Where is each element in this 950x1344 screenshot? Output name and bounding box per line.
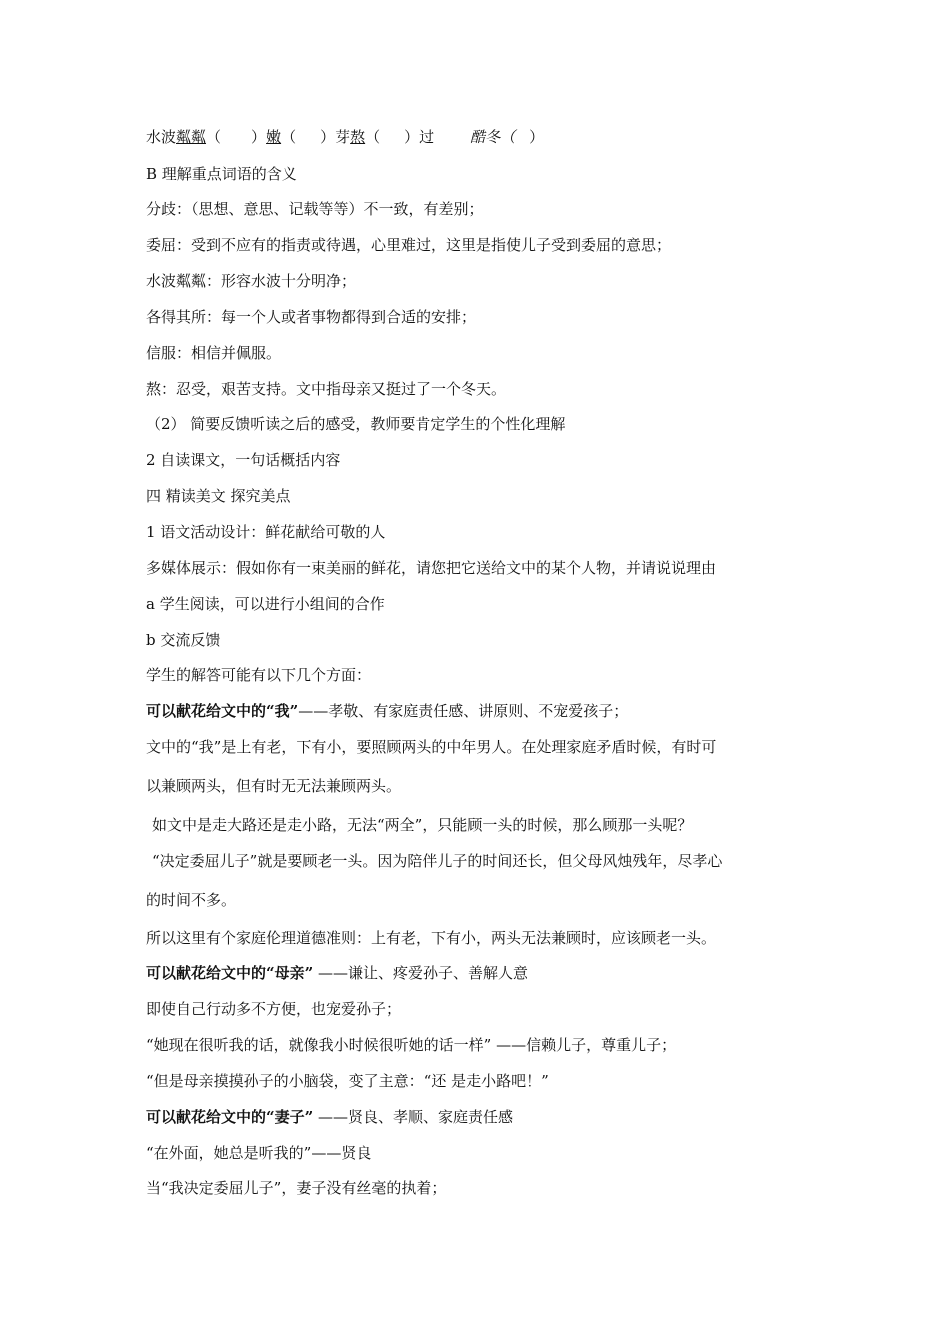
- paragraph-example: 如文中是走大路还是走小路，无法“两全”，只能顾一头的时候，那么顾那一头呢？: [152, 816, 693, 834]
- vocab-paren-open-2: （: [281, 128, 297, 146]
- item-b: b 交流反馈: [146, 631, 221, 649]
- step-self-reading: 2 自读课文，一句话概括内容: [146, 451, 341, 469]
- vocab-paren-close-4: ）: [529, 128, 545, 146]
- vocab-paren-close-2: ）芽: [320, 128, 351, 146]
- vocab-word-2-underlined: 嫩: [266, 128, 282, 146]
- flower-me-traits: ——孝敬、有家庭责任感、讲原则、不宠爱孩子；: [298, 702, 629, 720]
- vocab-word-4: 酷冬（: [470, 128, 516, 146]
- vocab-paren-open-3: （: [365, 128, 381, 146]
- paragraph-wife-quote: “在外面，她总是听我的”——贤良: [146, 1144, 372, 1162]
- paragraph-me-1: 文中的“我”是上有老，下有小，要照顾两头的中年男人。在处理家庭矛盾时候，有时可: [146, 738, 717, 756]
- definition-shuibo: 水波粼粼：形容水波十分明净；: [146, 272, 357, 290]
- paragraph-mother-1: 即使自己行动多不方便，也宠爱孙子；: [146, 1000, 402, 1018]
- definition-ao: 熬：忍受，艰苦支持。文中指母亲又挺过了一个冬天。: [146, 380, 507, 398]
- activity-design: 1 语文活动设计：鲜花献给可敬的人: [146, 523, 386, 541]
- paragraph-wife-2: 当“我决定委屈儿子”，妻子没有丝毫的执着；: [146, 1179, 447, 1197]
- paragraph-ethics: 所以这里有个家庭伦理道德准则：上有老，下有小，两头无法兼顾时，应该顾老一头。: [146, 929, 717, 947]
- flower-wife-heading: 可以献花给文中的“妻子”: [146, 1108, 314, 1126]
- flower-mother-line: [146, 963, 528, 983]
- vocab-word-1-underlined: 粼粼: [176, 128, 207, 146]
- flower-mother-traits: ——谦让、疼爱孙子、善解人意: [313, 964, 529, 982]
- section-heading-b: B 理解重点词语的含义: [146, 165, 297, 183]
- flower-mother-heading: 可以献花给文中的“母亲”: [146, 964, 314, 982]
- paragraph-mother-quote-1: “她现在很听我的话，就像我小时候很听她的话一样” ——信赖儿子，尊重儿子；: [146, 1036, 677, 1054]
- flower-me-heading: 可以献花给文中的“我”: [146, 702, 299, 720]
- multimedia-display: 多媒体展示：假如你有一束美丽的鲜花，请您把它送给文中的某个人物，并请说说理由: [146, 559, 717, 577]
- possible-answers-intro: 学生的解答可能有以下几个方面：: [146, 666, 372, 684]
- vocab-line: [146, 127, 544, 147]
- flower-wife-traits: ——贤良、孝顺、家庭责任感: [313, 1108, 514, 1126]
- section-heading-four: 四 精读美文 探究美点: [146, 487, 291, 505]
- vocab-word-3-underlined: 熬: [350, 128, 366, 146]
- paragraph-me-2: 以兼顾两头，但有时无无法兼顾两头。: [146, 777, 402, 795]
- definition-weiqu: 委屈：受到不应有的指责或待遇，心里难过，这里是指使儿子受到委屈的意思；: [146, 236, 672, 254]
- item-a: a 学生阅读，可以进行小组间的合作: [146, 595, 385, 613]
- vocab-paren-close-3: ）过: [404, 128, 435, 146]
- definition-fenqi: 分歧：（思想、意思、记载等等）不一致，有差别；: [146, 200, 484, 218]
- definition-xinfu: 信服：相信并佩服。: [146, 344, 282, 362]
- flower-me-line: [146, 701, 628, 721]
- vocab-paren-open-1: （: [206, 128, 222, 146]
- paragraph-decision-1: “决定委屈儿子”就是要顾老一头。因为陪伴儿子的时间还长，但父母风烛残年，尽孝心: [152, 852, 723, 870]
- step-2-feedback: （2） 简要反馈听读之后的感受，教师要肯定学生的个性化理解: [146, 415, 566, 433]
- vocab-paren-close-1: ）: [251, 128, 267, 146]
- flower-wife-line: [146, 1107, 513, 1127]
- vocab-word-1: 水波: [146, 128, 177, 146]
- paragraph-decision-2: 的时间不多。: [146, 891, 237, 909]
- definition-gedeqisuo: 各得其所：每一个人或者事物都得到合适的安排；: [146, 308, 477, 326]
- paragraph-mother-quote-2: “但是母亲摸摸孙子的小脑袋，变了主意：“还 是走小路吧！”: [146, 1072, 549, 1090]
